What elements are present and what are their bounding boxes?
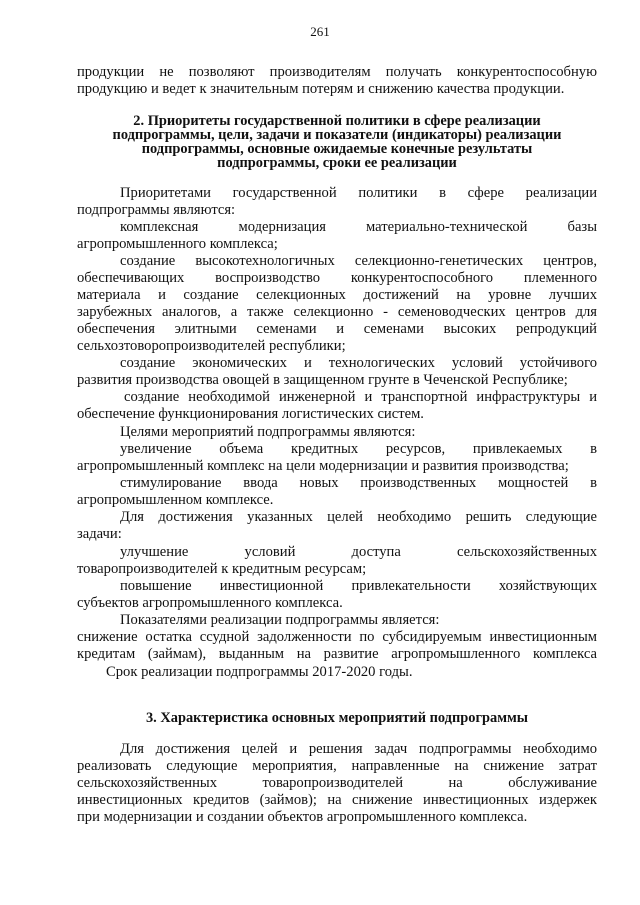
body-line: Срок реализации подпрограммы 2017-2020 годы.: [106, 664, 413, 680]
body-line: Приоритетами государственной политики в сфере реализации: [120, 185, 597, 201]
body-line: товаропроизводителей к кредитным ресурсам;: [77, 561, 367, 577]
body-line: агропромышленного комплекса;: [77, 236, 278, 252]
body-line: снижение остатка ссудной задолженности по субсидируемым инвестиционным: [77, 629, 597, 645]
body-line: задачи:: [77, 526, 122, 542]
body-line: создание необходимой инженерной и транспортной инфраструктуры и: [124, 389, 597, 405]
section-2-heading-line: 2. Приоритеты государственной политики в сфере реализации: [133, 113, 541, 129]
page-number: 261: [310, 24, 330, 39]
body-line: обеспечивающих воспроизводство конкурентоспособного племенного: [77, 270, 597, 286]
body-line: зарубежных аналогов, а также селекционно - семеноводческих центров для: [77, 304, 597, 320]
body-line: субъектов агропромышленного комплекса.: [77, 595, 343, 611]
body-line: обеспечения элитными семенами и семенами высоких репродукций: [77, 321, 597, 337]
body-line: Целями мероприятий подпрограммы являются:: [120, 424, 416, 440]
body-line: агропромышленный комплекс на цели модернизации и развития производства;: [77, 458, 569, 474]
body-line: агропромышленном комплексе.: [77, 492, 274, 508]
body-line: создание экономических и технологических условий устойчивого: [120, 355, 597, 371]
body-line: сельхозтоворопроизводителей республики;: [77, 338, 346, 354]
section-2-heading-line: подпрограммы, сроки ее реализации: [217, 155, 457, 171]
body-line: улучшение условий доступа сельскохозяйственных: [120, 544, 597, 560]
section-2-heading-line: подпрограммы, основные ожидаемые конечные результаты: [141, 141, 533, 157]
body-line: Для достижения целей и решения задач подпрограммы необходимо: [120, 741, 597, 757]
body-line: Для достижения указанных целей необходимо решить следующие: [120, 509, 597, 525]
body-line: инвестиционных кредитов (займов); на снижение инвестиционных издержек: [77, 792, 597, 808]
body-line: стимулирование ввода новых производственных мощностей в: [120, 475, 597, 491]
body-line: кредитам (займам), выданным на развитие агропромышленного комплекса: [77, 646, 597, 662]
body-line: повышение инвестиционной привлекательности хозяйствующих: [120, 578, 597, 594]
section-2-heading-line: подпрограммы, цели, задачи и показатели (индикаторы) реализации: [112, 127, 562, 143]
body-line: увеличение объема кредитных ресурсов, привлекаемых в: [120, 441, 597, 457]
intro-line: продукции не позволяют производителям получать конкурентоспособную: [77, 64, 597, 80]
body-line: обеспечение функционирования логистических систем.: [77, 406, 424, 422]
body-line: материала и создание селекционных достижений на уровне лучших: [77, 287, 597, 303]
section-3-heading: 3. Характеристика основных мероприятий подпрограммы: [145, 710, 529, 726]
body-line: комплексная модернизация материально-технической базы: [120, 219, 597, 235]
body-line: развития производства овощей в защищенном грунте в Чеченской Республике;: [77, 372, 568, 388]
body-line: при модернизации и создании объектов агропромышленного комплекса.: [77, 809, 528, 825]
body-line: подпрограммы являются:: [77, 202, 236, 218]
body-line: сельскохозяйственных товаропроизводителей на обслуживание: [77, 775, 597, 791]
body-line: создание высокотехнологичных селекционно-генетических центров,: [120, 253, 597, 269]
body-line: Показателями реализации подпрограммы является:: [120, 612, 440, 628]
intro-line: продукцию и ведет к значительным потерям и снижению качества продукции.: [77, 81, 565, 97]
body-line: реализовать следующие мероприятия, направленные на снижение затрат: [77, 758, 597, 774]
